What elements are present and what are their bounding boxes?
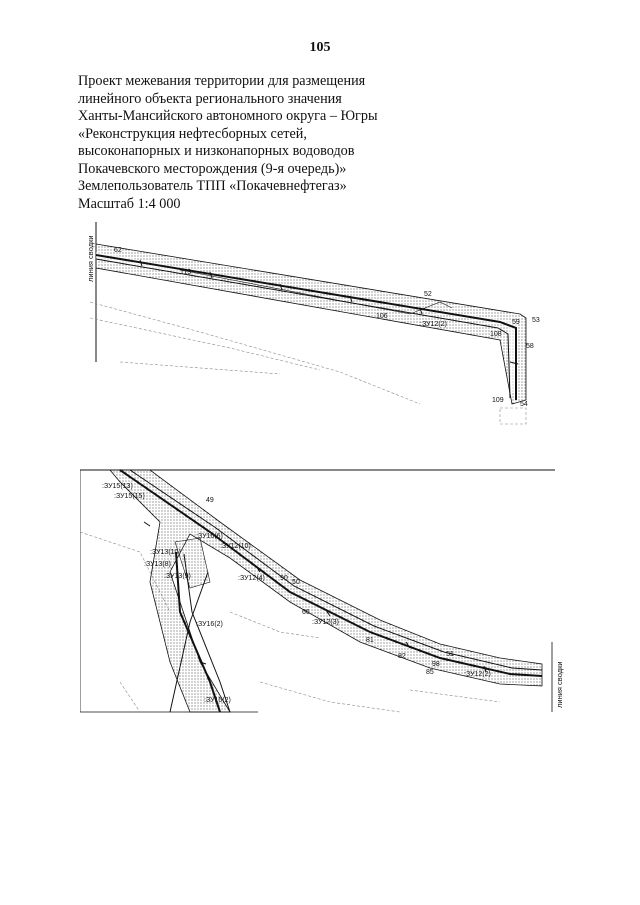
point-label: 108 <box>490 331 502 338</box>
parcel-label: :ЗУ16(6) <box>196 533 223 540</box>
document-title <box>78 73 408 213</box>
edge-label: линия сводки <box>555 661 564 708</box>
point-label: 82 <box>398 653 406 660</box>
scale-line: Масштаб 1:4 000 <box>78 195 181 212</box>
point-label: 90 <box>280 575 288 582</box>
parcel-label: :ЗУ12(10) <box>220 543 251 550</box>
parcel-label: :ЗУ16(2) <box>196 621 223 628</box>
parcel-label: :ЗУ15(2) <box>204 697 231 704</box>
parcel-label: :ЗУ12(2) <box>464 671 491 678</box>
point-label: 52 <box>424 291 432 298</box>
parcel-label: :ЗУ15(13) <box>102 483 133 490</box>
title-line: Проект межевания территории для размещения <box>78 73 366 89</box>
title-line: Ханты-Мансийского автономного округа – Югры <box>78 108 378 124</box>
edge-label: линия сводки <box>86 235 95 282</box>
point-label: 106 <box>376 313 388 320</box>
point-label: 98 <box>432 661 440 668</box>
point-label: 50 <box>292 579 300 586</box>
point-label: 58 <box>526 343 534 350</box>
point-label: 54 <box>520 401 528 408</box>
parcel-label: :ЗУ12(3) <box>312 619 339 626</box>
parcel-label: :ЗУ13(9) <box>164 573 191 580</box>
title-line: «Реконструкция нефтесборных сетей, <box>78 125 307 142</box>
point-label: 113 <box>180 269 192 276</box>
point-label: 81 <box>366 637 374 644</box>
page-number: 105 <box>309 40 331 55</box>
point-label: 109 <box>492 397 504 404</box>
point-label: 85 <box>426 669 434 676</box>
title-line: высоконапорных и низконапорных водоводов <box>78 143 355 159</box>
point-label: 51 <box>446 651 454 658</box>
parcel-label: :ЗУ12(4) <box>238 575 265 582</box>
map-top <box>80 222 560 432</box>
title-line: Землепользователь ТПП «Покачевнефтегаз» <box>78 178 347 194</box>
point-label: 62 <box>114 247 122 254</box>
parcel-label: :ЗУ13(8) <box>144 561 171 568</box>
title-line: линейного объекта регионального значения <box>78 90 342 107</box>
point-label: 59 <box>512 319 520 326</box>
point-label: 49 <box>206 497 214 504</box>
point-label: 53 <box>532 317 540 324</box>
parcel-label: :ЗУ13(10) <box>150 549 181 556</box>
map-bottom <box>80 462 570 722</box>
parcel-label: :ЗУ15(15) <box>114 493 145 500</box>
parcel-label: :ЗУ12(2) <box>420 321 447 328</box>
title-line: Покачевского месторождения (9-я очередь)» <box>78 160 347 177</box>
point-label: 66 <box>302 609 310 616</box>
